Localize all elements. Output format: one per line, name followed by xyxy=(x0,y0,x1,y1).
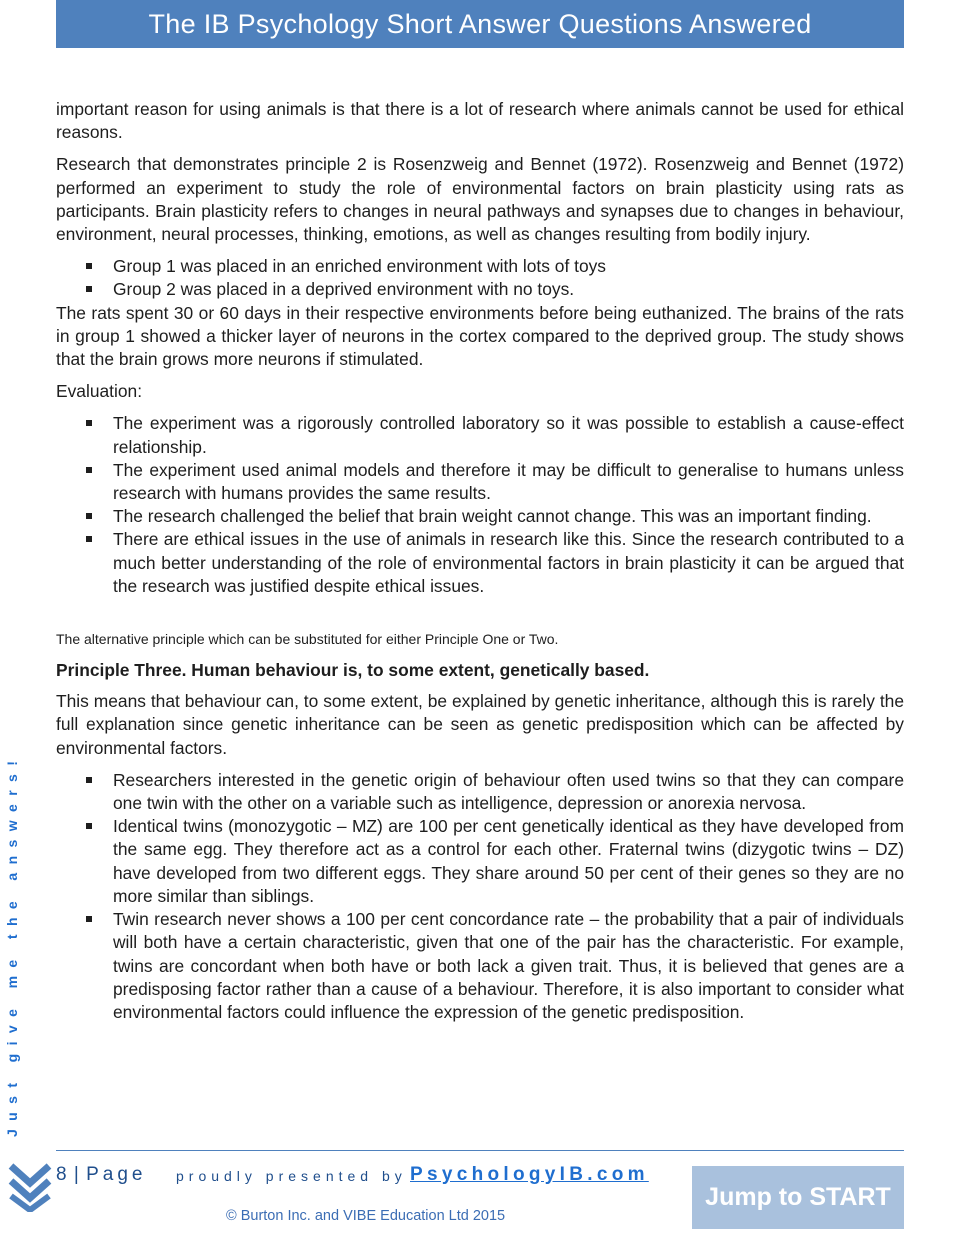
paragraph-rosenzweig: Research that demonstrates principle 2 is Rosenzweig and Bennet (1972). Rosenzweig and Bennet (1972) performed an experiment to study the role of environmental factors on brain plasticity using rats as participants. Brain plasticity refers to changes in neural pathways and synapses due to changes in behaviour, environment, neural processes, thinking, emotions, as well as changes resulting from bodily injury. xyxy=(56,154,904,245)
page-number-value: 8 xyxy=(56,1164,68,1185)
twin-research-list xyxy=(56,769,904,1024)
list-item: Researchers interested in the genetic origin of behaviour often used twins so that they can compare one twin with the other on a variable such as intelligence, depression or anorexia nervosa. xyxy=(56,769,904,815)
document-body xyxy=(56,98,904,1033)
list-item: Group 2 was placed in a deprived environment with no toys. xyxy=(56,278,904,301)
page-separator: | xyxy=(73,1164,80,1185)
list-item: The experiment used animal models and therefore it may be difficult to generalise to humans unless research with humans provides the same results. xyxy=(56,459,904,505)
list-item: Group 1 was placed in an enriched environment with lots of toys xyxy=(56,255,904,278)
principle-three-heading: Principle Three. Human behaviour is, to some extent, genetically based. xyxy=(56,660,650,681)
paragraph-results: The rats spent 30 or 60 days in their respective environments before being euthanized. The brains of the rats in group 1 showed a thicker layer of neurons in the cortex compared to the deprived group. The study shows that the brain grows more neurons if stimulated. xyxy=(56,302,904,370)
sidebar-tagline: Just give me the answers! xyxy=(4,752,20,1137)
copyright: © Burton Inc. and VIBE Education Ltd 2015 xyxy=(226,1208,506,1224)
chevron-down-icon xyxy=(8,1162,52,1212)
paragraph-genetic: This means that behaviour can, to some extent, be explained by genetic inheritance, although this is rarely the full explanation since genetic inheritance can be seen as genetic predisposition which can be affected by environmental factors. xyxy=(56,691,904,758)
presented-by: proudly presented by xyxy=(176,1168,407,1184)
group-list xyxy=(56,255,904,301)
evaluation-list xyxy=(56,412,904,598)
alternative-principle-note: The alternative principle which can be substituted for either Principle One or Two. xyxy=(56,631,559,648)
list-item: The research challenged the belief that brain weight cannot change. This was an important finding. xyxy=(56,505,904,528)
list-item: Identical twins (monozygotic – MZ) are 100 per cent genetically identical as they have developed from the same egg. They therefore act as a control for each other. Fraternal twins (dizygotic twins – DZ) have developed from two different eggs. They share around 50 per cent of their genes so they are no more similar than siblings. xyxy=(56,815,904,908)
page-number xyxy=(56,1164,146,1186)
page-header xyxy=(56,0,904,48)
footer-divider xyxy=(56,1150,904,1151)
page-word: Page xyxy=(86,1164,147,1185)
evaluation-label: Evaluation: xyxy=(56,381,143,402)
list-item: The experiment was a rigorously controlled laboratory so it was possible to establish a cause-effect relationship. xyxy=(56,412,904,458)
brand-link[interactable]: PsychologyIB.com xyxy=(410,1164,649,1185)
jump-to-start-button[interactable]: Jump to START xyxy=(692,1166,904,1229)
header-title: The IB Psychology Short Answer Questions Answered xyxy=(148,9,812,39)
list-item: Twin research never shows a 100 per cent concordance rate – the probability that a pair of individuals will both have a certain characteristic, given that one of the pair has the characteristic. For example, twins are concordant when both have or both lack a given trait. Thus, it is believed that genes are a predisposing factor rather than a cause of a behaviour. Therefore, it is also important to consider what environmental factors could influence the expression of the genetic predisposition. xyxy=(56,908,904,1024)
list-item: There are ethical issues in the use of animals in research like this. Since the research contributed to a much better understanding of the role of environmental factors in brain plasticity it can be argued that the research was justified despite ethical issues. xyxy=(56,528,904,598)
paragraph-intro: important reason for using animals is that there is a lot of research where animals cannot be used for ethical reasons. xyxy=(56,99,904,143)
